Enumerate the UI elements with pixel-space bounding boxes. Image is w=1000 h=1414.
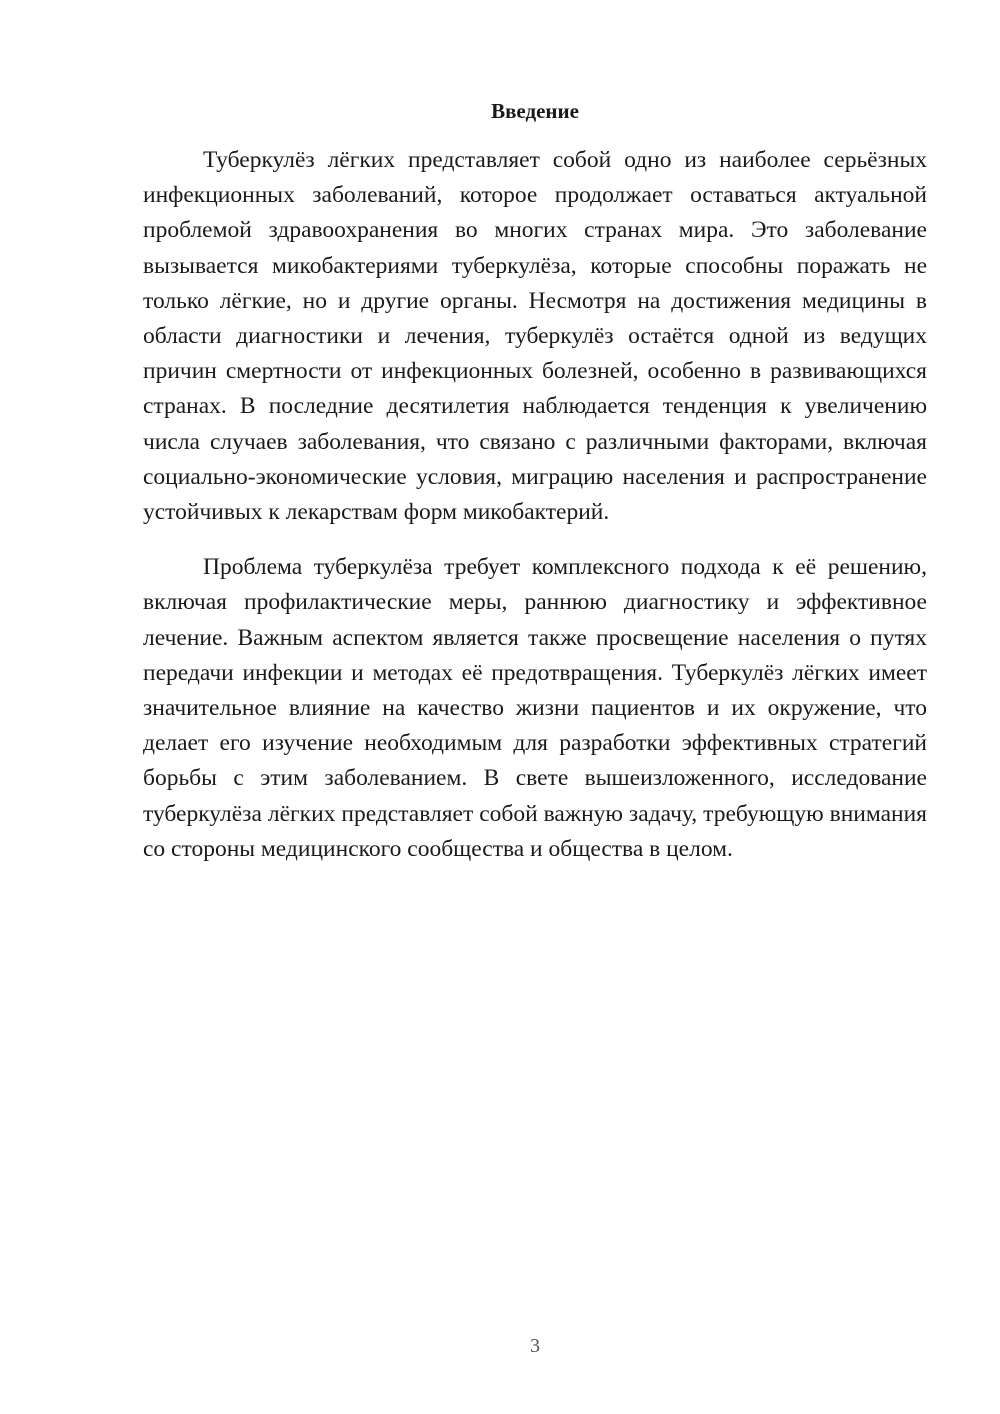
paragraph-1: Туберкулёз лёгких представляет собой одно из наиболее серьёзных инфекционных заболеваний, которое продолжает оставаться актуальной проблемой здравоохранения во многих странах мира. Это заболевание вызывается микобактериями туберкулёза, которые способны поражать не только лёгкие, но и другие органы. Несмотря на достижения медицины в области диагностики и лечения, туберкулёз остаётся одной из ведущих причин смертности от инфекционных болезней, особенно в развивающихся странах. В последние десятилетия наблюдается тенденция к увеличению числа случаев заболевания, что связано с различными факторами, включая социально-экономические условия, миграцию населения и распространение устойчивых к лекарствам форм микобактерий. bbox=[143, 147, 927, 526]
body-text bbox=[143, 143, 927, 867]
page-number: 3 bbox=[530, 1335, 540, 1357]
section-heading: Введение bbox=[491, 99, 579, 123]
paragraph-2: Проблема туберкулёза требует комплексного подхода к её решению, включая профилактические меры, раннюю диагностику и эффективное лечение. Важным аспектом является также просвещение населения о путях передачи инфекции и методах её предотвращения. Туберкулёз лёгких имеет значительное влияние на качество жизни пациентов и их окружение, что делает его изучение необходимым для разработки эффективных стратегий борьбы с этим заболеванием. В свете вышеизложенного, исследование туберкулёза лёгких представляет собой важную задачу, требующую внимания со стороны медицинского сообщества и общества в целом. bbox=[143, 554, 927, 862]
